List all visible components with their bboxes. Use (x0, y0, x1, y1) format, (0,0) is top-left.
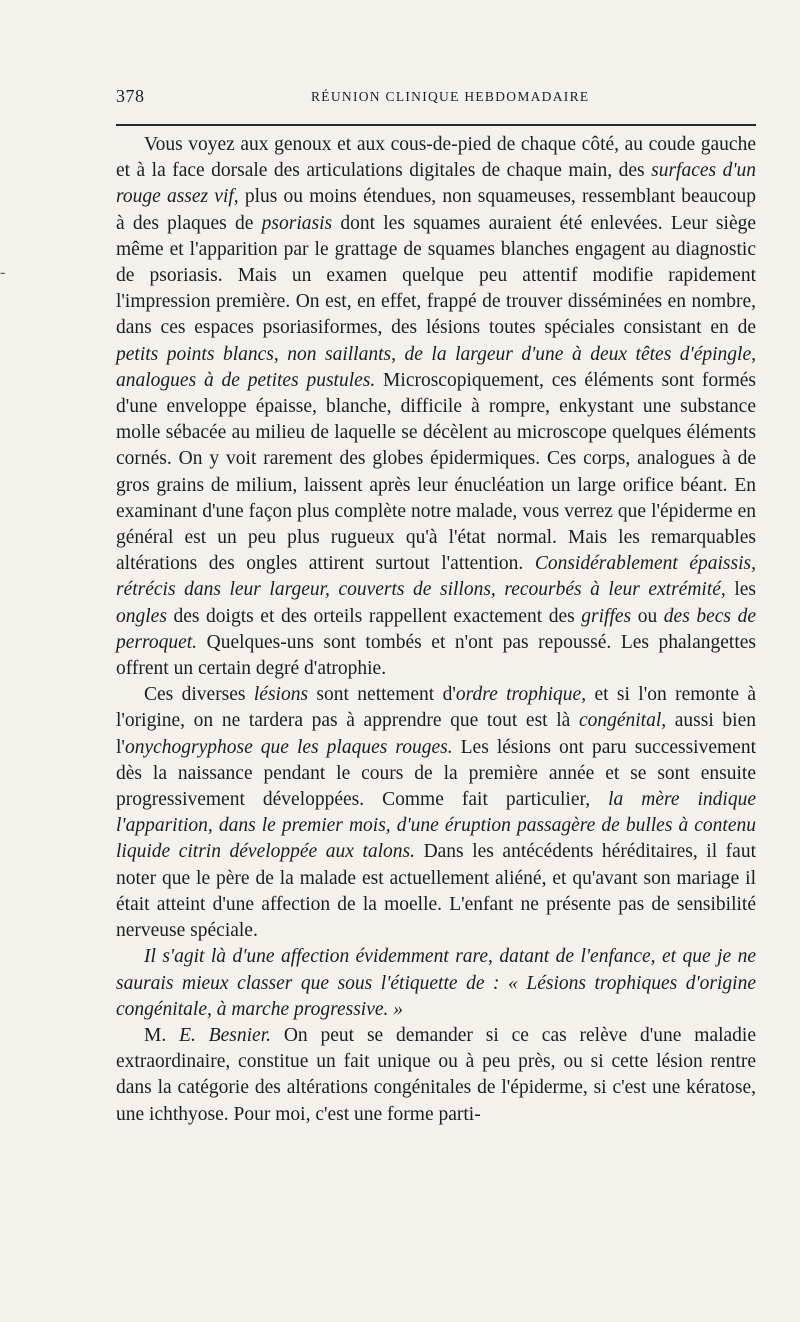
italic-text-segment: Considérablement épaissis, rétrécis dans leur largeur, couverts de sillons, recourbés à leur extrémité, (116, 553, 756, 601)
text-segment: , plus ou moins étendues, non squameuses, ressemblant beaucoup à des plaques de (116, 186, 757, 234)
italic-text-segment: lésions (253, 684, 309, 706)
text-segment: On peut se demander si ce cas relève d'une maladie extraordinaire, constitue un fait unique ou à peu près, ou si cette lésion rentre dans la catégorie des altérations congénitales de l'épiderme, si c'est une kératose, une ichthyose. Pour moi, c'est une forme parti- (116, 1024, 756, 1125)
italic-text-segment: psoriasis (261, 212, 333, 234)
paragraph-4 (116, 1023, 756, 1128)
paragraph-1 (116, 132, 756, 682)
header-rule (116, 124, 756, 126)
text-segment: les (725, 579, 756, 601)
margin-mark: - (0, 264, 6, 281)
running-title: RÉUNION CLINIQUE HEBDOMADAIRE (311, 89, 590, 104)
italic-text-segment: surfaces d'un rouge assez vif (116, 160, 756, 208)
text-segment: sont nettement d' (308, 684, 456, 706)
page-header (116, 86, 756, 110)
italic-text-segment: E. Besnier. (179, 1024, 271, 1046)
text-segment: Dans les antécédents héréditaires, il faut noter que le père de la malade est actuellement aliéné, et qu'avant son mariage il était atteint d'une affection de la moelle. L'enfant ne présente pas de sensibilité nerveuse spéciale. (116, 841, 756, 942)
text-segment: et si l'on remonte à l'origine, on ne tardera pas à apprendre que tout est là (116, 684, 757, 732)
italic-text-segment: ongles (116, 605, 167, 627)
text-segment: ou (631, 605, 664, 627)
italic-text-segment: Il s'agit là d'une affection évidemment rare, datant de l'enfance, et que je ne saurais mieux classer que sous l'étiquette de : « Lésions trophiques d'origine congénitale, à marche progressive. » (116, 946, 756, 1020)
text-segment: des doigts et des orteils rappellent exactement des (166, 605, 582, 627)
text-segment: Quelques-uns sont tombés et n'ont pas repoussé. Les phalangettes offrent un certain degré d'atrophie. (116, 631, 756, 680)
text-segment: Les lésions ont paru successivement dès la naissance pendant le cours de la première année et se sont ensuite progressivement développées. Comme fait particulier, (116, 736, 756, 811)
italic-text-segment: des becs de perroquet. (116, 605, 756, 653)
italic-text-segment: congénital, (578, 710, 667, 732)
italic-text-segment: ordre trophique, (455, 684, 587, 706)
text-segment: dont les squames auraient été enlevées. Leur siège même et l'apparition par le grattage de squames blanches engagent au diagnostic de psoriasis. Mais un examen quelque peu attentif modifie rapidement l'impression première. On est, en effet, frappé de trouver disséminées en nombre, dans ces espaces psoriasiformes, des lésions toutes spéciales consistant en de (116, 212, 756, 339)
text-segment: aussi bien l' (116, 710, 756, 758)
text-segment: Microscopiquement, ces éléments sont formés d'une enveloppe épaisse, blanche, difficile à rompre, enkystant une substance molle sébacée au milieu de laquelle se décèlent au microscope quelques éléments cornés. On y voit rarement des globes épidermiques. Ces corps, analogues à de gros grains de milium, laissent après leur énucléation un large orifice béant. En examinant d'une façon plus complète notre malade, vous verrez que l'épiderme en général est un peu plus rugueux qu'à l'état normal. Mais les remarquables altérations des ongles attirent surtout l'attention. (116, 369, 756, 575)
italic-text-segment: onychogryphose que les plaques rouges. (124, 736, 453, 758)
text-segment: Ces diverses (144, 684, 254, 706)
italic-text-segment: petits points blancs, non saillants, de la largeur d'une à deux têtes d'épingle, analogues à de petites pustules. (116, 343, 756, 391)
body-text (116, 132, 756, 1128)
italic-text-segment: la mère indique l'apparition, dans le premier mois, d'une éruption passagère de bulles à contenu liquide citrin développée aux talons. (116, 789, 756, 863)
paragraph-2 (116, 682, 756, 944)
text-segment: M. (144, 1024, 180, 1046)
paragraph-3 (116, 944, 756, 1023)
italic-text-segment: griffes (581, 605, 632, 627)
text-segment: Vous voyez aux genoux et aux cous-de-pied de chaque côté, au coude gauche et à la face dorsale des articulations digitales de chaque main, des (116, 134, 756, 182)
page-number: 378 (116, 86, 145, 106)
